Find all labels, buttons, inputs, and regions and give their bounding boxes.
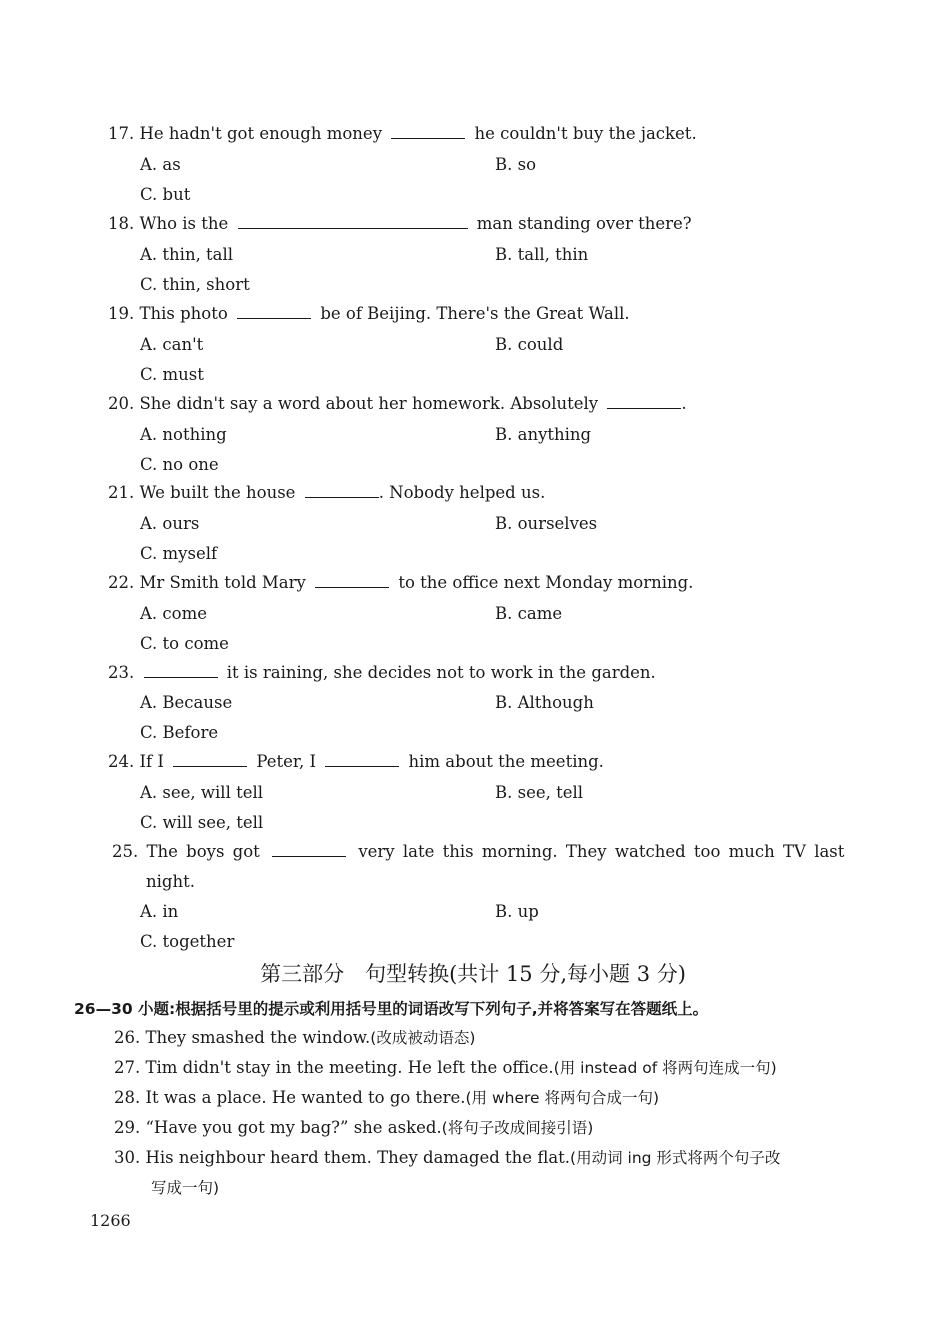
answer-blank <box>325 752 399 767</box>
item-sentence: His neighbour heard them. They damaged the flat. <box>145 1148 571 1167</box>
question-number: 24. <box>108 752 135 771</box>
option-a: A. ours <box>140 514 200 533</box>
question-number: 17. <box>108 124 135 143</box>
item-hint: (将句子改成间接引语) <box>441 1119 594 1137</box>
question-19 <box>108 303 630 325</box>
item-hint-continued: 写成一句) <box>151 1179 220 1197</box>
option-b: B. could <box>495 335 564 354</box>
question-number: 22. <box>108 573 135 592</box>
option-b: B. ourselves <box>495 514 598 533</box>
item-number: 29. <box>114 1118 141 1137</box>
item-number: 30. <box>114 1148 141 1167</box>
item-sentence: “Have you got my bag?” she asked. <box>145 1118 442 1137</box>
answer-blank <box>237 304 311 319</box>
answer-blank <box>315 573 389 588</box>
question-number: 19. <box>108 304 135 323</box>
question-text: very late this morning. They watched too much TV last <box>358 842 845 861</box>
rewrite-item-29 <box>114 1117 593 1139</box>
question-22 <box>108 572 693 594</box>
rewrite-item-28 <box>114 1087 659 1109</box>
question-text: him about the meeting. <box>408 752 604 771</box>
question-text: he couldn't buy the jacket. <box>474 124 697 143</box>
item-hint: (用动词 ing 形式将两个句子改 <box>570 1149 781 1167</box>
option-b: B. up <box>495 902 539 921</box>
question-21 <box>108 482 545 504</box>
option-a: A. see, will tell <box>140 783 264 802</box>
option-c: C. must <box>140 365 204 384</box>
option-c: C. to come <box>140 634 229 653</box>
option-b: B. came <box>495 604 563 623</box>
question-text: We built the house <box>139 483 296 502</box>
question-text: to the office next Monday morning. <box>398 573 694 592</box>
question-number: 18. <box>108 214 135 233</box>
question-23 <box>108 662 656 684</box>
question-text: it is raining, she decides not to work in the garden. <box>226 663 656 682</box>
item-hint: (用 instead of 将两句连成一句) <box>553 1059 777 1077</box>
question-24 <box>108 751 604 773</box>
question-number: 20. <box>108 394 135 413</box>
question-number: 23. <box>108 663 135 682</box>
option-b: B. anything <box>495 425 592 444</box>
question-number: 25. <box>112 842 139 861</box>
answer-blank <box>173 752 247 767</box>
rewrite-item-27 <box>114 1057 777 1079</box>
answer-blank <box>272 842 346 857</box>
question-text: He hadn't got enough money <box>139 124 383 143</box>
answer-blank <box>305 483 379 498</box>
question-text-continued: night. <box>146 872 195 891</box>
option-a: A. in <box>140 902 179 921</box>
option-a: A. thin, tall <box>140 245 234 264</box>
answer-blank <box>238 214 468 229</box>
question-20 <box>108 393 687 415</box>
item-hint: (用 where 将两句合成一句) <box>465 1089 660 1107</box>
item-number: 26. <box>114 1028 141 1047</box>
rewrite-item-30 <box>114 1147 780 1169</box>
item-number: 27. <box>114 1058 141 1077</box>
option-b: B. see, tell <box>495 783 584 802</box>
question-text: The boys got <box>146 842 260 861</box>
option-a: A. as <box>140 155 181 174</box>
section-title: 第三部分 句型转换(共计 15 分,每小题 3 分) <box>260 962 686 986</box>
rewrite-item-30-continued <box>151 1177 219 1199</box>
question-text: She didn't say a word about her homework. Absolutely <box>139 394 599 413</box>
option-c: C. but <box>140 185 191 204</box>
page-number: 1266 <box>90 1211 131 1230</box>
question-text: . <box>681 394 687 413</box>
option-c: C. no one <box>140 455 219 474</box>
option-c: C. thin, short <box>140 275 250 294</box>
rewrite-item-26 <box>114 1027 475 1049</box>
item-hint: (改成被动语态) <box>370 1029 476 1047</box>
option-c: C. myself <box>140 544 218 563</box>
question-text: If I <box>139 752 164 771</box>
option-a: A. can't <box>140 335 204 354</box>
question-text: be of Beijing. There's the Great Wall. <box>320 304 630 323</box>
item-sentence: They smashed the window. <box>145 1028 371 1047</box>
question-text: . Nobody helped us. <box>378 483 546 502</box>
option-a: A. nothing <box>140 425 227 444</box>
item-number: 28. <box>114 1088 141 1107</box>
option-a: A. Because <box>140 693 233 712</box>
answer-blank <box>144 663 218 678</box>
question-text: Peter, I <box>256 752 316 771</box>
question-17 <box>108 123 697 145</box>
option-a: A. come <box>140 604 207 623</box>
question-text: Who is the <box>139 214 229 233</box>
question-25 <box>112 841 844 863</box>
question-text: man standing over there? <box>476 214 692 233</box>
option-b: B. Although <box>495 693 594 712</box>
answer-blank <box>391 124 465 139</box>
question-number: 21. <box>108 483 135 502</box>
section-instruction: 26—30 小题:根据括号里的提示或利用括号里的词语改写下列句子,并将答案写在答题纸上。 <box>74 1000 709 1018</box>
option-c: C. together <box>140 932 235 951</box>
option-c: C. Before <box>140 723 219 742</box>
question-text: Mr Smith told Mary <box>139 573 306 592</box>
question-18 <box>108 213 692 235</box>
answer-blank <box>607 394 681 409</box>
question-text: This photo <box>139 304 228 323</box>
item-sentence: Tim didn't stay in the meeting. He left the office. <box>145 1058 554 1077</box>
option-b: B. so <box>495 155 537 174</box>
option-b: B. tall, thin <box>495 245 589 264</box>
item-sentence: It was a place. He wanted to go there. <box>145 1088 466 1107</box>
option-c: C. will see, tell <box>140 813 264 832</box>
